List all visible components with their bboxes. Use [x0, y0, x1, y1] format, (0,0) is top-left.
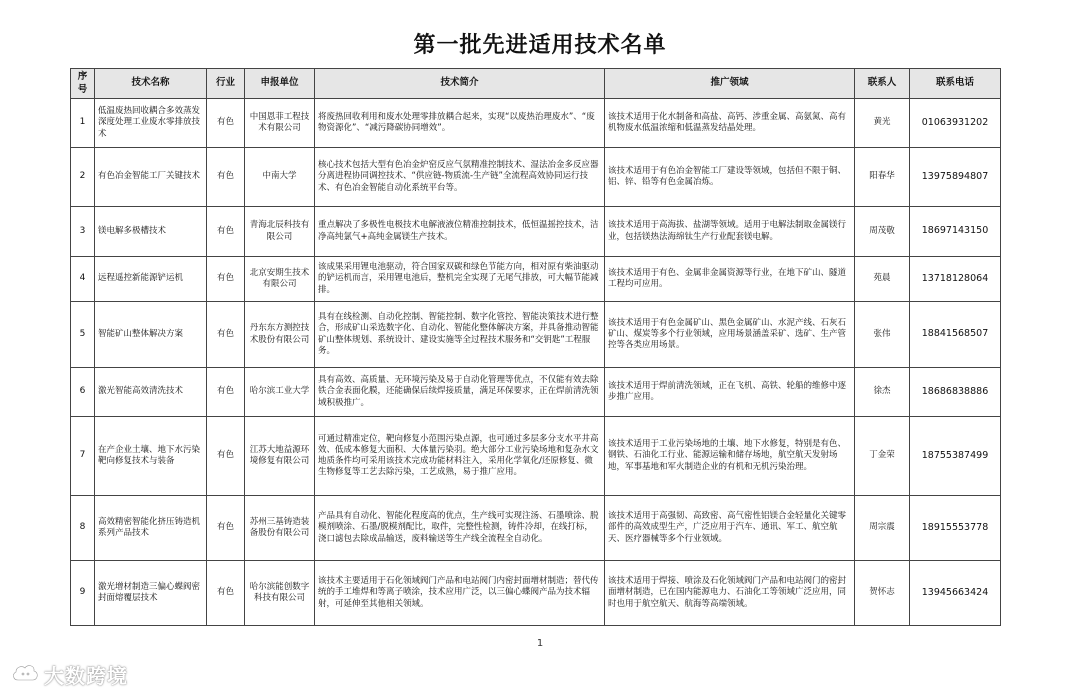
tech-name: 有色冶金智能工厂关键技术 [95, 148, 207, 207]
row-no: 7 [71, 417, 95, 496]
tech-name: 智能矿山整体解决方案 [95, 302, 207, 368]
contact-phone: 13718128064 [910, 257, 1001, 302]
tech-intro: 将废热回收利用和废水处理零排放耦合起来，实现“以废热治理废水”、“废物资源化”、“减污降碳协同增效”。 [315, 99, 605, 148]
table-row [71, 257, 1001, 302]
applicant-unit: 中国恩菲工程技术有限公司 [245, 99, 315, 148]
tech-intro: 产品具有自动化、智能化程度高的优点，生产线可实现注汤、石墨喷涂、脱模剂喷涂、石墨/脱模剂配比，取件，完整性检测，铸件冷却，在线打标，浇口滤包去除成品输送，废料输送等生产线全流程全自动化。 [315, 496, 605, 561]
document-title: 第一批先进适用技术名单 [413, 32, 667, 58]
technology-table [70, 68, 1001, 626]
application-field: 该技术适用于有色冶金智能工厂建设等领域，包括但不限于铜、铝、锌、铅等有色金属冶炼。 [605, 148, 855, 207]
applicant-unit: 丹东东方测控技术股份有限公司 [245, 302, 315, 368]
tech-intro: 该成果采用锂电池驱动，符合国家双碳和绿色节能方向，相对原有柴油驱动的铲运机而言，采用锂电池后，整机完全实现了无尾气排放，可大幅节能减排。 [315, 257, 605, 302]
industry: 有色 [207, 257, 245, 302]
contact-person: 贺怀志 [855, 561, 910, 626]
header-industry: 行业 [207, 69, 245, 99]
cloud-logo-icon [10, 661, 40, 689]
table-row [71, 99, 1001, 148]
tech-intro: 可通过精准定位，靶向修复小范围污染点源，也可通过多层多分支水平井高效、低成本修复大面积、大体量污染羽。绝大部分工业污染场地和复杂水文地质条件均可采用该技术完成功能材料注入，采用化学氧化/还原修复、微生物修复等工艺去除污染，工艺成熟，易于推广应用。 [315, 417, 605, 496]
contact-person: 周茂敬 [855, 207, 910, 257]
tech-intro: 具有在线检测、自动化控制、智能控制、数字化管控、智能决策技术进行整合，形成矿山采选数字化、自动化、智能化整体解决方案，并具备推动智能矿山整体规划、系统设计、建设实施等全过程技术服务和“交钥匙”工程服务。 [315, 302, 605, 368]
tech-name: 高效精密智能化挤压铸造机系列产品技术 [95, 496, 207, 561]
contact-person: 丁金荣 [855, 417, 910, 496]
table-row [71, 417, 1001, 496]
tech-name: 低温废热回收耦合多效蒸发深度处理工业废水零排放技术 [95, 99, 207, 148]
tech-name: 远程遥控新能源铲运机 [95, 257, 207, 302]
applicant-unit: 江苏大地益源环境修复有限公司 [245, 417, 315, 496]
contact-phone: 18755387499 [910, 417, 1001, 496]
contact-phone: 18686838886 [910, 368, 1001, 417]
row-no: 3 [71, 207, 95, 257]
industry: 有色 [207, 302, 245, 368]
contact-phone: 01063931202 [910, 99, 1001, 148]
industry: 有色 [207, 148, 245, 207]
industry: 有色 [207, 368, 245, 417]
tech-name: 在产企业土壤、地下水污染靶向修复技术与装备 [95, 417, 207, 496]
header-no: 序号 [71, 69, 95, 99]
industry: 有色 [207, 417, 245, 496]
page-number: 1 [536, 638, 544, 649]
contact-phone: 18841568507 [910, 302, 1001, 368]
row-no: 6 [71, 368, 95, 417]
row-no: 4 [71, 257, 95, 302]
industry: 有色 [207, 99, 245, 148]
contact-person: 徐杰 [855, 368, 910, 417]
industry: 有色 [207, 496, 245, 561]
table-row [71, 496, 1001, 561]
header-contact: 联系人 [855, 69, 910, 99]
row-no: 2 [71, 148, 95, 207]
industry: 有色 [207, 207, 245, 257]
watermark [10, 660, 128, 689]
industry: 有色 [207, 561, 245, 626]
applicant-unit: 中南大学 [245, 148, 315, 207]
contact-person: 苑晨 [855, 257, 910, 302]
application-field: 该技术适用于工业污染场地的土壤、地下水修复，特别是有色、钢铁、石油化工行业、能源运输和储存场地，航空航天发射场地，军事基地和军火制造企业的有机和无机污染治理。 [605, 417, 855, 496]
applicant-unit: 苏州三基铸造装备股份有限公司 [245, 496, 315, 561]
application-field: 该技术适用于有色、金属非金属资源等行业，在地下矿山、隧道工程均可应用。 [605, 257, 855, 302]
tech-intro: 该技术主要适用于石化领域阀门产品和电站阀门内密封面增材制造；替代传统的手工堆焊和等离子喷涂，技术应用广泛，以三偏心蝶阀产品为技术辐射，可延伸至其他相关领域。 [315, 561, 605, 626]
applicant-unit: 哈尔滨能创数字科技有限公司 [245, 561, 315, 626]
tech-name: 镁电解多极槽技术 [95, 207, 207, 257]
header-intro: 技术简介 [315, 69, 605, 99]
application-field: 该技术适用于高海拔、盐湖等领域。适用于电解法制取金属镁行业，包括镁热法海绵钛生产行业配套镁电解。 [605, 207, 855, 257]
contact-phone: 18915553778 [910, 496, 1001, 561]
header-phone: 联系电话 [910, 69, 1001, 99]
row-no: 9 [71, 561, 95, 626]
row-no: 8 [71, 496, 95, 561]
application-field: 该技术适用于高强韧、高致密、高气密性铝镁合金轻量化关键零部件的高效成型生产，广泛应用于汽车、通讯、军工、航空航天、医疗器械等多个行业领域。 [605, 496, 855, 561]
tech-intro: 重点解决了多极性电极技术电解液液位精准控制技术，低恒温摇控技术，洁净高纯氯气+高纯金属镁生产技术。 [315, 207, 605, 257]
row-no: 1 [71, 99, 95, 148]
table-row [71, 148, 1001, 207]
applicant-unit: 青海北辰科技有限公司 [245, 207, 315, 257]
applicant-unit: 北京安期生技术有限公司 [245, 257, 315, 302]
tech-intro: 核心技术包括大型有色冶金炉窑反应气氛精准控制技术、湿法冶金多反应器分离进程协同调控技术、“供应链-物质流-生产链”全流程高效协同运行技术、有色冶金智能自动化系统平台等。 [315, 148, 605, 207]
table-row [71, 561, 1001, 626]
tech-intro: 具有高效、高质量、无环境污染及易于自动化管理等优点，不仅能有效去除铁合金表面化膜，还能确保后续焊接质量，满足环保要求，正在焊前清洗领域积极推广。 [315, 368, 605, 417]
contact-phone: 13975894807 [910, 148, 1001, 207]
table-row [71, 368, 1001, 417]
application-field: 该技术适用于化水制备和高盐、高钙、涉重金属、高氨氮、高有机物废水低温浓缩和低温蒸发结晶处理。 [605, 99, 855, 148]
application-field: 该技术适用于焊前清洗领域，正在飞机、高铁、轮船的维修中逐步推广应用。 [605, 368, 855, 417]
contact-person: 黄光 [855, 99, 910, 148]
row-no: 5 [71, 302, 95, 368]
watermark-text: 大数跨境 [44, 664, 128, 688]
applicant-unit: 哈尔滨工业大学 [245, 368, 315, 417]
header-unit: 申报单位 [245, 69, 315, 99]
application-field: 该技术适用于有色金属矿山、黑色金属矿山、水泥产线、石灰石矿山、煤炭等多个行业领域，应用场景涵盖采矿、选矿、生产管控等各类应用场景。 [605, 302, 855, 368]
contact-phone: 13945663424 [910, 561, 1001, 626]
contact-person: 张伟 [855, 302, 910, 368]
application-field: 该技术适用于焊接、喷涂及石化领域阀门产品和电站阀门的密封面增材制造，已在国内能源电力、石油化工等领域广泛应用，同时也用于航空航天、航海等高端领域。 [605, 561, 855, 626]
header-field: 推广领域 [605, 69, 855, 99]
table-row [71, 302, 1001, 368]
tech-name: 激光智能高效清洗技术 [95, 368, 207, 417]
contact-phone: 18697143150 [910, 207, 1001, 257]
contact-person: 周宗震 [855, 496, 910, 561]
tech-name: 激光增材制造三偏心蝶阀密封面熔覆层技术 [95, 561, 207, 626]
table-header-row [71, 69, 1001, 99]
table-row [71, 207, 1001, 257]
contact-person: 阳春华 [855, 148, 910, 207]
header-name: 技术名称 [95, 69, 207, 99]
